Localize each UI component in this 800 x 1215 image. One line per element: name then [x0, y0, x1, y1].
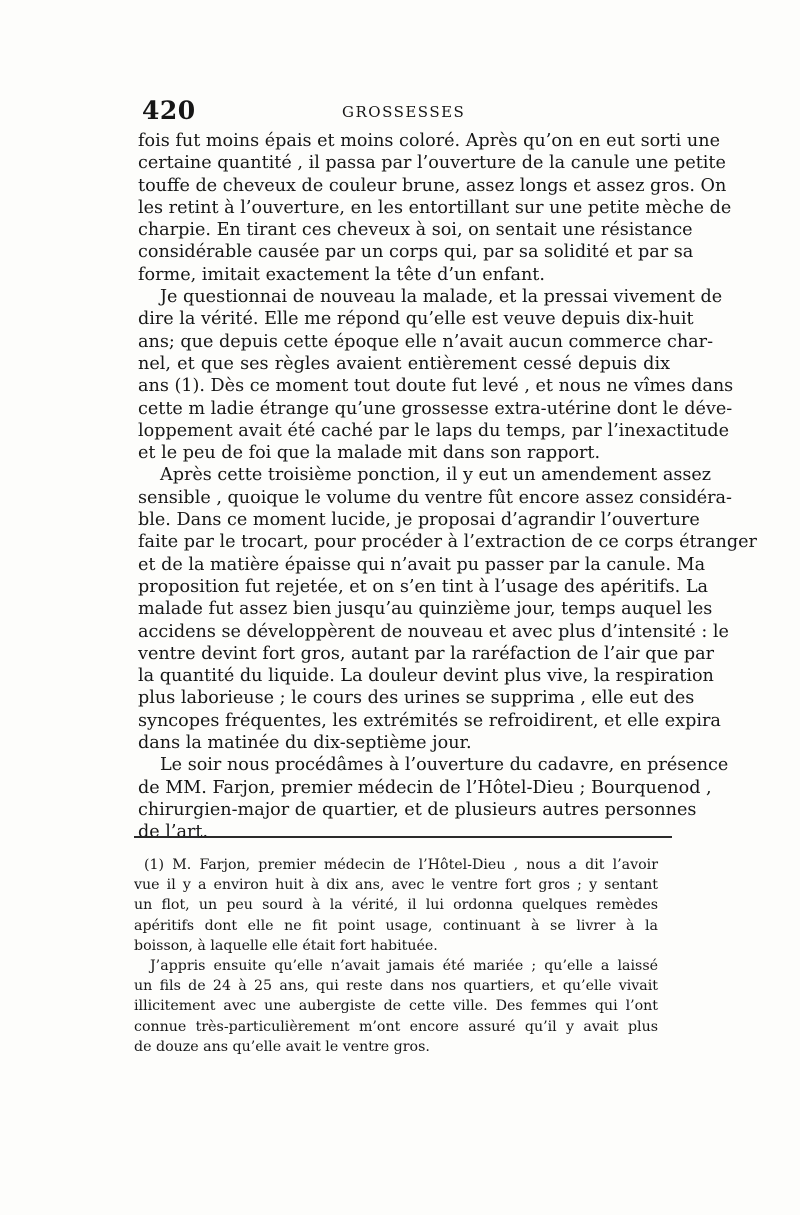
text-line: dans la matinée du dix-septième jour.: [138, 733, 472, 754]
footnote-line: (1) M. Farjon, premier médecin de l’Hôtel-Dieu , nous a dit l’avoir: [144, 857, 658, 873]
text-line: charpie. En tirant ces cheveux à soi, on sentait une résistance: [138, 220, 693, 241]
text-line: Après cette troisième ponction, il y eut un amendement assez: [160, 465, 712, 486]
footnote-line: un flot, un peu sourd à la vérité, il lui ordonna quelques remèdes: [134, 897, 658, 914]
text-line: cette m ladie étrange qu’une grossesse extra-utérine dont le déve-: [138, 398, 733, 419]
text-line: ans (1). Dès ce moment tout doute fut levé , et nous ne vîmes dans: [138, 376, 734, 397]
footnote-line: apéritifs dont elle ne fit point usage, continuant à se livrer à la: [134, 917, 658, 934]
page-header: [142, 96, 672, 130]
text-line: accidens se développèrent de nouveau et avec plus d’intensité : le: [138, 621, 729, 642]
text-line: ans; que depuis cette époque elle n’avait aucun commerce char-: [138, 331, 714, 352]
text-line: chirurgien-major de quartier, et de plusieurs autres personnes: [138, 799, 697, 820]
footnote-line: connue très-particulièrement m’ont encore assuré qu’il y avait plus: [134, 1018, 658, 1035]
footnotes: [134, 855, 658, 1057]
footnote-line: boisson, à laquelle elle était fort habituée.: [134, 937, 438, 954]
text-line: ventre devint fort gros, autant par la raréfaction de l’air que par: [138, 643, 715, 664]
text-line: ble. Dans ce moment lucide, je proposai d’agrandir l’ouverture: [138, 510, 700, 531]
text-line: considérable causée par un corps qui, par sa solidité et par sa: [138, 242, 694, 263]
text-line: de MM. Farjon, premier médecin de l’Hôtel-Dieu ; Bourquenod ,: [138, 777, 712, 798]
text-line: loppement avait été caché par le laps du temps, par l’inexactitude: [138, 420, 730, 441]
text-line: la quantité du liquide. La douleur devint plus vive, la respiration: [138, 666, 714, 687]
text-line: certaine quantité , il passa par l’ouverture de la canule une petite: [138, 153, 726, 174]
text-line: et de la matière épaisse qui n’avait pu passer par la canule. Ma: [138, 554, 706, 575]
text-line: proposition fut rejetée, et on s’en tint à l’usage des apéritifs. La: [138, 576, 709, 597]
running-title: GROSSESSES: [342, 103, 466, 121]
text-line: malade fut assez bien jusqu’au quinzième jour, temps auquel les: [138, 599, 713, 620]
text-line: nel, et que ses règles avaient entièrement cessé depuis dix: [138, 353, 670, 374]
footnote-divider: [134, 836, 672, 838]
text-line: et le peu de foi que la malade mit dans son rapport.: [138, 443, 601, 464]
text-line: de l’art.: [138, 822, 209, 843]
footnote-line: illicitement avec une aubergiste de cette ville. Des femmes qui l’ont: [134, 998, 658, 1015]
text-line: Je questionnai de nouveau la malade, et la pressai vivement de: [160, 287, 723, 308]
main-text: [138, 130, 757, 844]
text-line: plus laborieuse ; le cours des urines se supprima , elle eut des: [138, 688, 695, 709]
text-line: les retint à l’ouverture, en les entortillant sur une petite mèche de: [138, 197, 732, 218]
footnote-line: J’appris ensuite qu’elle n’avait jamais été mariée ; qu’elle a laissé: [150, 958, 658, 975]
page-number: 420: [142, 96, 196, 125]
text-line: fois fut moins épais et moins coloré. Après qu’on en eut sorti une: [138, 131, 720, 151]
text-line: touffe de cheveux de couleur brune, assez longs et assez gros. On: [138, 175, 727, 196]
footnote-line: vue il y a environ huit à dix ans, avec le ventre fort gros ; y sentant: [134, 877, 658, 894]
text-line: dire la vérité. Elle me répond qu’elle est veuve depuis dix-huit: [138, 309, 694, 330]
footnote-line: de douze ans qu’elle avait le ventre gros.: [134, 1038, 430, 1055]
text-line: sensible , quoique le volume du ventre fût encore assez considéra-: [138, 487, 732, 508]
text-line: syncopes fréquentes, les extrémités se refroidirent, et elle expira: [138, 710, 721, 731]
text-line: Le soir nous procédâmes à l’ouverture du cadavre, en présence: [160, 755, 729, 776]
text-line: faite par le trocart, pour procéder à l’extraction de ce corps étranger: [138, 532, 757, 553]
text-line: forme, imitait exactement la tête d’un enfant.: [138, 264, 545, 285]
footnote-line: un fils de 24 à 25 ans, qui reste dans nos quartiers, et qu’elle vivait: [134, 978, 658, 995]
